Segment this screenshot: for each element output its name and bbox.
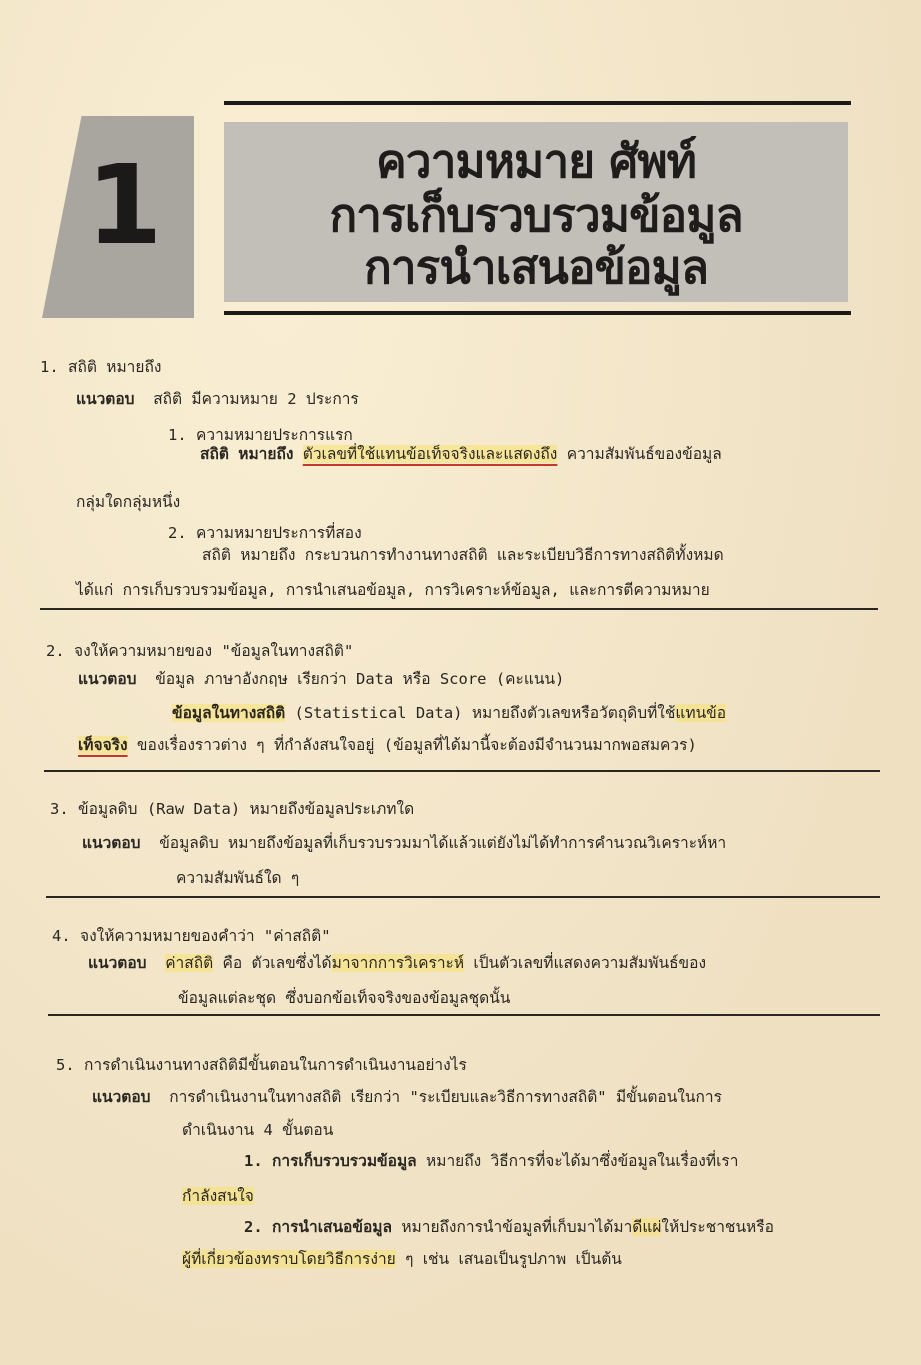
title-rule-top (224, 101, 851, 105)
step-rest-2: ให้ประชาชนหรือ (661, 1218, 774, 1236)
chapter-number: 1 (86, 141, 163, 269)
step-term: 1. การเก็บรวบรวมข้อมูล (244, 1152, 417, 1170)
answer-label: แนวตอบ (76, 390, 135, 408)
highlighted-term: ค่าสถิติ (165, 954, 214, 972)
sub-text-2 (202, 544, 724, 566)
answer-label: แนวตอบ (92, 1088, 151, 1106)
chapter-title-line-1: ความหมาย ศัพท์ (375, 134, 697, 188)
highlighted-phrase: แทนข้อ (675, 704, 727, 722)
sub-text-1-cont: กลุ่มใดกลุ่มหนึ่ง (76, 493, 181, 511)
question-4: 4. จงให้ความหมายของคำว่า "ค่าสถิติ" (52, 927, 331, 945)
term: สถิติ หมายถึง (200, 445, 294, 463)
question-3: 3. ข้อมูลดิบ (Raw Data) หมายถึงข้อมูลประเภทใด (50, 800, 415, 818)
answer-mid: คือ ตัวเลขซึ่งได้ (213, 954, 332, 972)
sub-text-2-cont: ได้แก่ การเก็บรวบรวมข้อมูล, การนำเสนอข้อมูล, การวิเคราะห์ข้อมูล, และการตีความหมาย (76, 581, 710, 599)
question-5: 5. การดำเนินงานทางสถิติมีขั้นตอนในการดำเนินงานอย่างไร (56, 1056, 467, 1074)
divider (44, 770, 880, 772)
chapter-header (0, 0, 921, 340)
highlighted-phrase: ดีแผ่ (632, 1218, 662, 1236)
answer-3-cont: ความสัมพันธ์ใด ๆ (176, 869, 300, 887)
title-rule-bottom (224, 311, 851, 315)
sub-text-rest: ความสัมพันธ์ของข้อมูล (557, 445, 722, 463)
step-2 (244, 1216, 774, 1238)
step-1-cont (182, 1185, 254, 1207)
step-cont-rest: ๆ เช่น เสนอเป็นรูปภาพ เป็นต้น (395, 1250, 622, 1268)
highlighted-phrase: กำลังสนใจ (182, 1187, 254, 1205)
highlighted-phrase: มาจากการวิเคราะห์ (331, 954, 465, 972)
answer-text: ข้อมูลดิบ หมายถึงข้อมูลที่เก็บรวบรวมมาได้แล้วแต่ยังไม่ได้ทำการคำนวณวิเคราะห์หา (159, 834, 727, 852)
highlighted-phrase: ตัวเลขที่ใช้แทนข้อเท็จจริงและแสดงถึง (302, 445, 558, 463)
sub-heading-1: 1. ความหมายประการแรก (168, 426, 353, 444)
answer-4 (88, 952, 706, 974)
answer-rest: เป็นตัวเลขที่แสดงความสัมพันธ์ของ (464, 954, 707, 972)
question-1: 1. สถิติ หมายถึง (40, 358, 162, 376)
answer-rest: (Statistical Data) หมายถึงตัวเลขหรือวัตถุดิบที่ใช้ (285, 704, 676, 722)
answer-5-cont: ดำเนินงาน 4 ขั้นตอน (182, 1121, 334, 1139)
answer-label: แนวตอบ (78, 670, 137, 688)
highlighted-phrase: ผู้ที่เกี่ยวข้องทราบโดยวิธีการง่าย (182, 1250, 396, 1268)
step-rest: หมายถึงการนำข้อมูลที่เก็บมาได้มา (392, 1218, 633, 1236)
sub-text-1 (200, 443, 722, 465)
answer-label: แนวตอบ (82, 834, 141, 852)
answer-text: ข้อมูล ภาษาอังกฤษ เรียกว่า Data หรือ Score (คะแนน) (155, 670, 565, 688)
answer-2-line-3 (78, 734, 697, 756)
step-rest: หมายถึง วิธีการที่จะได้มาซึ่งข้อมูลในเรื่องที่เรา (416, 1152, 739, 1170)
chapter-title-line-3: การนำเสนอข้อมูล (363, 240, 709, 294)
step-term: 2. การนำเสนอข้อมูล (244, 1218, 392, 1236)
chapter-title-line-2: การเก็บรวบรวมข้อมูล (329, 188, 743, 242)
answer-1 (76, 388, 359, 410)
divider (46, 896, 880, 898)
answer-3 (82, 832, 726, 854)
answer-5 (92, 1086, 722, 1108)
answer-text: การดำเนินงานในทางสถิติ เรียกว่า "ระเบียบและวิธีการทางสถิติ" มีขั้นตอนในการ (169, 1088, 722, 1106)
sub-heading-2: 2. ความหมายประการที่สอง (168, 524, 362, 542)
highlighted-phrase: เท็จจริง (78, 736, 128, 754)
term: ข้อมูลในทางสถิติ (172, 704, 286, 722)
answer-4-cont: ข้อมูลแต่ละชุด ซึ่งบอกข้อเท็จจริงของข้อมูลชุดนั้น (178, 989, 511, 1007)
divider (48, 1014, 880, 1016)
answer-2 (78, 668, 564, 690)
question-2: 2. จงให้ความหมายของ "ข้อมูลในทางสถิติ" (46, 642, 354, 660)
sub-text-2-body: สถิติ หมายถึง กระบวนการทำงานทางสถิติ และระเบียบวิธีการทางสถิติทั้งหมด (202, 546, 724, 564)
step-2-cont (182, 1248, 622, 1270)
divider (40, 608, 878, 610)
answer-2-line-2 (172, 702, 726, 724)
step-1 (244, 1150, 738, 1172)
answer-text: สถิติ มีความหมาย 2 ประการ (153, 390, 359, 408)
answer-rest: ของเรื่องราวต่าง ๆ ที่กำลังสนใจอยู่ (ข้อมูลที่ได้มานี้จะต้องมีจำนวนมากพอสมควร) (127, 736, 697, 754)
answer-label: แนวตอบ (88, 954, 147, 972)
